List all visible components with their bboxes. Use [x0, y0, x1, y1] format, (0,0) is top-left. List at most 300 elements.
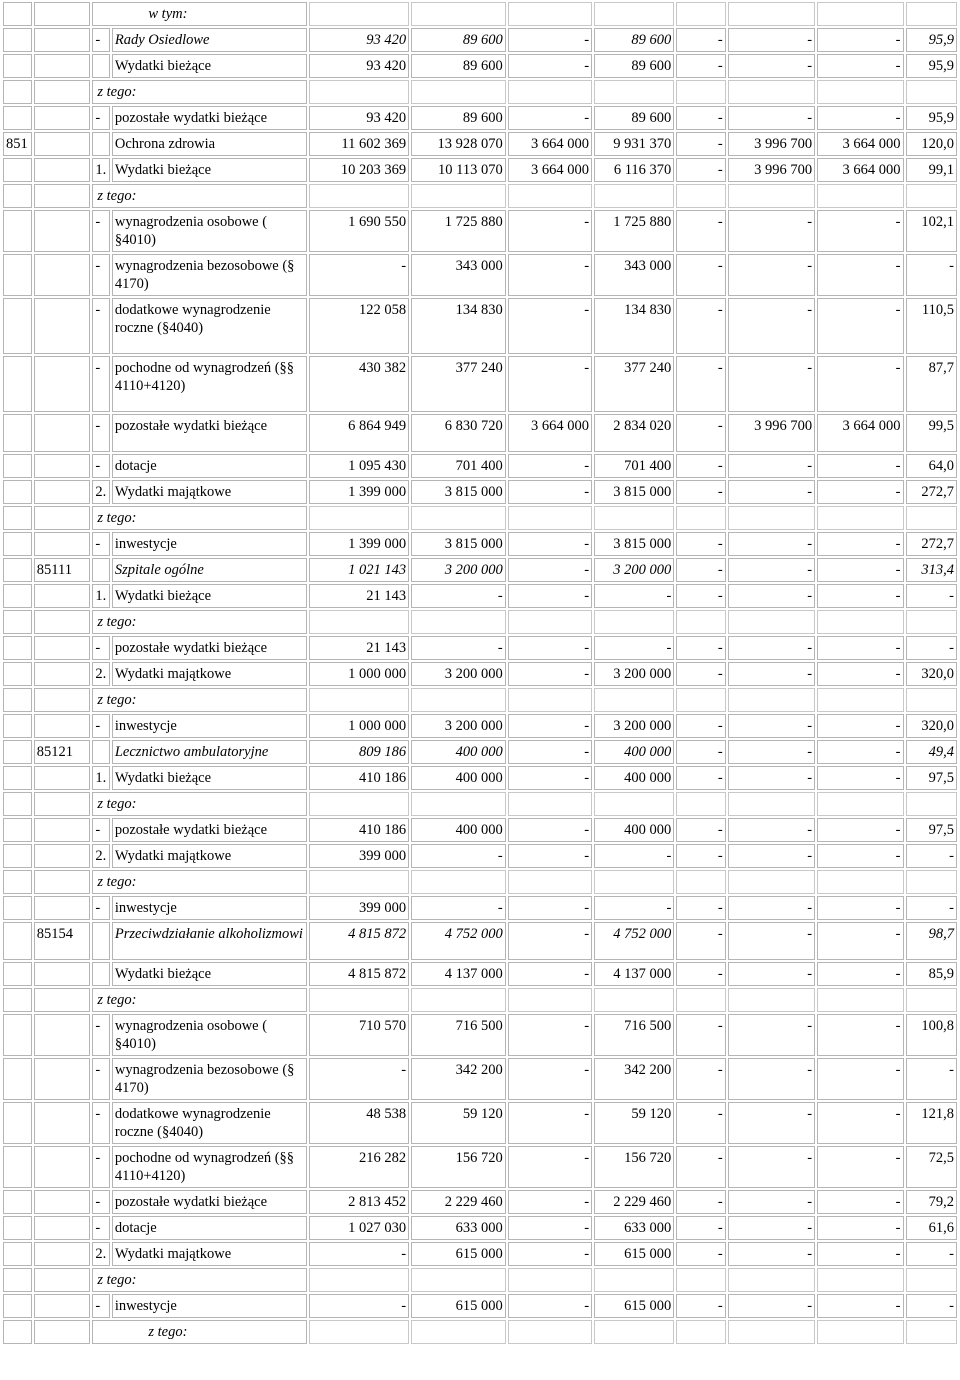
value-cell: - — [817, 28, 903, 52]
subsection-code-cell — [34, 1014, 91, 1056]
marker-cell: - — [92, 414, 109, 452]
value-cell: - — [817, 714, 903, 738]
subsection-code-cell — [34, 2, 91, 26]
value-cell — [411, 688, 506, 712]
subsection-code-cell — [34, 1102, 91, 1144]
item-label-cell: pochodne od wynagrodzeń (§§ 4110+4120) — [112, 1146, 307, 1188]
subsection-code-cell — [34, 962, 91, 986]
value-cell — [676, 870, 725, 894]
subsection-code-cell — [34, 1216, 91, 1240]
value-cell: 400 000 — [411, 740, 506, 764]
marker-cell: - — [92, 106, 109, 130]
budget-table — [1, 0, 959, 1346]
value-cell: 98,7 — [906, 922, 958, 960]
value-cell: 1 690 550 — [309, 210, 409, 252]
section-code-cell — [3, 80, 32, 104]
value-cell — [411, 792, 506, 816]
marker-cell: - — [92, 254, 109, 296]
value-cell: 3 200 000 — [411, 558, 506, 582]
value-cell — [309, 184, 409, 208]
value-cell — [906, 1268, 958, 1292]
value-cell: 272,7 — [906, 532, 958, 556]
subsection-code-cell — [34, 1320, 91, 1344]
value-cell: 3 664 000 — [508, 132, 592, 156]
value-cell — [309, 610, 409, 634]
value-cell: - — [676, 1242, 725, 1266]
section-code-cell — [3, 28, 32, 52]
value-cell — [728, 80, 815, 104]
value-cell: - — [676, 766, 725, 790]
value-cell — [817, 870, 903, 894]
item-label-cell: inwestycje — [112, 1294, 307, 1318]
item-label-cell: dotacje — [112, 454, 307, 478]
table-row — [3, 1190, 957, 1214]
subsection-code-cell — [34, 1294, 91, 1318]
item-label-cell: Wydatki bieżące — [112, 962, 307, 986]
group-label-cell: z tego: — [92, 1268, 307, 1292]
value-cell: 4 137 000 — [411, 962, 506, 986]
value-cell: - — [676, 962, 725, 986]
value-cell — [309, 988, 409, 1012]
value-cell: - — [817, 636, 903, 660]
marker-cell — [92, 962, 109, 986]
value-cell: 430 382 — [309, 356, 409, 412]
value-cell: - — [676, 532, 725, 556]
section-code-cell — [3, 610, 32, 634]
value-cell: 615 000 — [594, 1242, 674, 1266]
value-cell: - — [411, 844, 506, 868]
table-row — [3, 922, 957, 960]
value-cell: 93 420 — [309, 28, 409, 52]
subsection-code-cell — [34, 662, 91, 686]
marker-cell: - — [92, 1102, 109, 1144]
value-cell: - — [508, 818, 592, 842]
value-cell: - — [508, 766, 592, 790]
item-label-cell: pozostałe wydatki bieżące — [112, 636, 307, 660]
value-cell: - — [508, 922, 592, 960]
value-cell: 272,7 — [906, 480, 958, 504]
value-cell: - — [676, 896, 725, 920]
value-cell: 2 813 452 — [309, 1190, 409, 1214]
value-cell: - — [728, 584, 815, 608]
value-cell: - — [817, 1014, 903, 1056]
value-cell: - — [728, 454, 815, 478]
section-code-cell — [3, 818, 32, 842]
value-cell: - — [728, 740, 815, 764]
table-row — [3, 844, 957, 868]
value-cell: - — [817, 584, 903, 608]
subsection-code-cell — [34, 584, 91, 608]
item-label-cell: wynagrodzenia bezosobowe (§ 4170) — [112, 1058, 307, 1100]
marker-cell — [92, 132, 109, 156]
section-code-cell — [3, 636, 32, 660]
value-cell: 85,9 — [906, 962, 958, 986]
value-cell — [676, 792, 725, 816]
value-cell: - — [906, 254, 958, 296]
section-code-cell — [3, 1320, 32, 1344]
value-cell: 3 996 700 — [728, 158, 815, 182]
section-code-cell — [3, 844, 32, 868]
value-cell: - — [508, 714, 592, 738]
value-cell: 13 928 070 — [411, 132, 506, 156]
value-cell: - — [676, 210, 725, 252]
item-label-cell: Przeciwdziałanie alkoholizmowi — [112, 922, 307, 960]
value-cell: - — [906, 1058, 958, 1100]
value-cell — [411, 1268, 506, 1292]
section-code-cell — [3, 792, 32, 816]
value-cell: - — [676, 922, 725, 960]
subsection-code-cell — [34, 106, 91, 130]
value-cell: - — [508, 1146, 592, 1188]
value-cell: - — [676, 298, 725, 354]
value-cell: 1 095 430 — [309, 454, 409, 478]
table-row — [3, 1294, 957, 1318]
value-cell — [508, 1268, 592, 1292]
value-cell: - — [508, 532, 592, 556]
value-cell: 410 186 — [309, 818, 409, 842]
value-cell: 21 143 — [309, 636, 409, 660]
item-label-cell: Wydatki majątkowe — [112, 1242, 307, 1266]
value-cell — [728, 688, 815, 712]
value-cell — [508, 184, 592, 208]
value-cell — [728, 988, 815, 1012]
table-row — [3, 1102, 957, 1144]
value-cell: - — [508, 54, 592, 78]
value-cell: - — [508, 662, 592, 686]
value-cell — [676, 80, 725, 104]
value-cell — [676, 688, 725, 712]
value-cell: 2 834 020 — [594, 414, 674, 452]
value-cell: - — [676, 132, 725, 156]
subsection-code-cell — [34, 54, 91, 78]
value-cell: - — [728, 1190, 815, 1214]
section-code-cell — [3, 480, 32, 504]
table-row — [3, 54, 957, 78]
value-cell: - — [676, 558, 725, 582]
item-label-cell: wynagrodzenia osobowe ( §4010) — [112, 1014, 307, 1056]
group-label-cell: w tym: — [92, 2, 307, 26]
value-cell: - — [508, 1216, 592, 1240]
section-code-cell — [3, 1268, 32, 1292]
item-label-cell: wynagrodzenia bezosobowe (§ 4170) — [112, 254, 307, 296]
marker-cell: - — [92, 714, 109, 738]
subsection-code-cell — [34, 1242, 91, 1266]
value-cell: - — [817, 1216, 903, 1240]
subsection-code-cell: 85121 — [34, 740, 91, 764]
value-cell: - — [817, 1190, 903, 1214]
value-cell: 3 815 000 — [411, 532, 506, 556]
table-row — [3, 818, 957, 842]
value-cell — [594, 792, 674, 816]
value-cell: - — [309, 1058, 409, 1100]
group-label-cell: z tego: — [92, 80, 307, 104]
value-cell: - — [508, 636, 592, 660]
value-cell: - — [728, 1058, 815, 1100]
value-cell: 3 664 000 — [817, 414, 903, 452]
value-cell: 10 113 070 — [411, 158, 506, 182]
table-row — [3, 962, 957, 986]
value-cell: - — [508, 28, 592, 52]
item-label-cell: Wydatki bieżące — [112, 54, 307, 78]
table-row — [3, 558, 957, 582]
value-cell: 4 752 000 — [411, 922, 506, 960]
value-cell: 710 570 — [309, 1014, 409, 1056]
value-cell: - — [906, 584, 958, 608]
value-cell — [309, 792, 409, 816]
value-cell: - — [676, 818, 725, 842]
table-row — [3, 1268, 957, 1292]
section-code-cell — [3, 414, 32, 452]
value-cell — [508, 2, 592, 26]
item-label-cell: inwestycje — [112, 896, 307, 920]
value-cell — [508, 870, 592, 894]
value-cell: - — [676, 636, 725, 660]
value-cell: 89 600 — [594, 54, 674, 78]
value-cell — [594, 184, 674, 208]
subsection-code-cell — [34, 818, 91, 842]
value-cell: - — [728, 1242, 815, 1266]
value-cell — [309, 2, 409, 26]
table-row — [3, 184, 957, 208]
value-cell: 400 000 — [411, 766, 506, 790]
marker-cell — [92, 558, 109, 582]
marker-cell: - — [92, 298, 109, 354]
value-cell: - — [817, 558, 903, 582]
value-cell: 64,0 — [906, 454, 958, 478]
value-cell: - — [676, 740, 725, 764]
value-cell — [728, 506, 815, 530]
value-cell: - — [508, 1014, 592, 1056]
table-row — [3, 28, 957, 52]
value-cell: - — [728, 558, 815, 582]
item-label-cell: Wydatki majątkowe — [112, 662, 307, 686]
value-cell — [594, 688, 674, 712]
value-cell: - — [817, 1146, 903, 1188]
value-cell — [508, 1320, 592, 1344]
value-cell: 122 058 — [309, 298, 409, 354]
value-cell: 3 200 000 — [411, 662, 506, 686]
subsection-code-cell — [34, 636, 91, 660]
value-cell: 97,5 — [906, 818, 958, 842]
value-cell — [676, 1320, 725, 1344]
marker-cell: - — [92, 28, 109, 52]
group-label-cell: z tego: — [92, 1320, 307, 1344]
value-cell: - — [508, 740, 592, 764]
value-cell — [817, 610, 903, 634]
section-code-cell — [3, 714, 32, 738]
value-cell — [411, 184, 506, 208]
section-code-cell — [3, 356, 32, 412]
section-code-cell — [3, 922, 32, 960]
item-label-cell: inwestycje — [112, 714, 307, 738]
value-cell: - — [728, 766, 815, 790]
marker-cell: - — [92, 532, 109, 556]
value-cell: 1 399 000 — [309, 532, 409, 556]
value-cell: - — [676, 1014, 725, 1056]
section-code-cell — [3, 1294, 32, 1318]
item-label-cell: Ochrona zdrowia — [112, 132, 307, 156]
section-code-cell — [3, 662, 32, 686]
value-cell: 110,5 — [906, 298, 958, 354]
value-cell: - — [594, 844, 674, 868]
value-cell: - — [817, 1058, 903, 1100]
marker-cell: - — [92, 1294, 109, 1318]
value-cell — [906, 610, 958, 634]
value-cell: 89 600 — [594, 28, 674, 52]
value-cell: - — [508, 454, 592, 478]
value-cell: - — [817, 480, 903, 504]
value-cell: - — [817, 1102, 903, 1144]
table-row — [3, 414, 957, 452]
value-cell: 633 000 — [411, 1216, 506, 1240]
item-label-cell: dodatkowe wynagrodzenie roczne (§4040) — [112, 1102, 307, 1144]
value-cell: - — [676, 356, 725, 412]
value-cell — [728, 870, 815, 894]
value-cell: - — [676, 158, 725, 182]
value-cell: - — [817, 254, 903, 296]
value-cell — [676, 1268, 725, 1292]
marker-cell: - — [92, 454, 109, 478]
value-cell — [728, 610, 815, 634]
value-cell: 342 200 — [594, 1058, 674, 1100]
marker-cell: - — [92, 1216, 109, 1240]
value-cell: - — [906, 1294, 958, 1318]
value-cell: 97,5 — [906, 766, 958, 790]
value-cell: - — [817, 766, 903, 790]
value-cell: - — [728, 254, 815, 296]
value-cell: - — [508, 106, 592, 130]
value-cell — [594, 506, 674, 530]
value-cell — [594, 80, 674, 104]
item-label-cell: Wydatki majątkowe — [112, 480, 307, 504]
value-cell: 3 815 000 — [594, 480, 674, 504]
value-cell: - — [817, 298, 903, 354]
table-row — [3, 740, 957, 764]
value-cell: - — [676, 54, 725, 78]
value-cell: 615 000 — [411, 1242, 506, 1266]
marker-cell: - — [92, 636, 109, 660]
value-cell: 121,8 — [906, 1102, 958, 1144]
value-cell — [676, 506, 725, 530]
value-cell: 6 830 720 — [411, 414, 506, 452]
section-code-cell — [3, 506, 32, 530]
value-cell — [728, 2, 815, 26]
value-cell: - — [728, 844, 815, 868]
value-cell: 1 027 030 — [309, 1216, 409, 1240]
value-cell: 4 815 872 — [309, 922, 409, 960]
marker-cell — [92, 922, 109, 960]
value-cell: - — [728, 922, 815, 960]
value-cell: 120,0 — [906, 132, 958, 156]
value-cell: - — [817, 662, 903, 686]
section-code-cell — [3, 106, 32, 130]
value-cell: 3 815 000 — [411, 480, 506, 504]
value-cell: - — [728, 356, 815, 412]
section-code-cell — [3, 584, 32, 608]
value-cell: 615 000 — [411, 1294, 506, 1318]
value-cell: - — [728, 1014, 815, 1056]
table-row — [3, 688, 957, 712]
value-cell: 102,1 — [906, 210, 958, 252]
value-cell: - — [728, 636, 815, 660]
section-code-cell — [3, 896, 32, 920]
section-code-cell — [3, 532, 32, 556]
value-cell — [508, 792, 592, 816]
value-cell: 6 864 949 — [309, 414, 409, 452]
value-cell: 11 602 369 — [309, 132, 409, 156]
value-cell: 156 720 — [594, 1146, 674, 1188]
value-cell: - — [508, 254, 592, 296]
value-cell: - — [676, 844, 725, 868]
value-cell — [906, 792, 958, 816]
value-cell: 59 120 — [411, 1102, 506, 1144]
subsection-code-cell — [34, 80, 91, 104]
subsection-code-cell — [34, 158, 91, 182]
subsection-code-cell — [34, 1058, 91, 1100]
value-cell: - — [728, 818, 815, 842]
value-cell — [817, 688, 903, 712]
value-cell: - — [817, 844, 903, 868]
value-cell: 1 725 880 — [411, 210, 506, 252]
item-label-cell: pochodne od wynagrodzeń (§§ 4110+4120) — [112, 356, 307, 412]
value-cell: - — [728, 54, 815, 78]
value-cell: - — [411, 636, 506, 660]
marker-cell: 2. — [92, 844, 109, 868]
item-label-cell: dodatkowe wynagrodzenie roczne (§4040) — [112, 298, 307, 354]
section-code-cell — [3, 988, 32, 1012]
value-cell — [411, 610, 506, 634]
table-row — [3, 610, 957, 634]
value-cell — [508, 80, 592, 104]
subsection-code-cell — [34, 988, 91, 1012]
table-row — [3, 106, 957, 130]
item-label-cell: Wydatki bieżące — [112, 584, 307, 608]
value-cell: 79,2 — [906, 1190, 958, 1214]
value-cell: - — [676, 1216, 725, 1240]
value-cell — [728, 792, 815, 816]
value-cell: 1 021 143 — [309, 558, 409, 582]
value-cell: 1 000 000 — [309, 714, 409, 738]
value-cell: - — [817, 896, 903, 920]
value-cell — [906, 1320, 958, 1344]
value-cell: - — [817, 532, 903, 556]
value-cell: - — [309, 254, 409, 296]
table-row — [3, 298, 957, 354]
value-cell: 3 996 700 — [728, 132, 815, 156]
value-cell: - — [676, 714, 725, 738]
value-cell: - — [906, 636, 958, 660]
value-cell — [594, 988, 674, 1012]
marker-cell: 1. — [92, 158, 109, 182]
value-cell: - — [817, 818, 903, 842]
value-cell: 89 600 — [411, 54, 506, 78]
marker-cell: - — [92, 818, 109, 842]
value-cell: - — [508, 1242, 592, 1266]
value-cell — [508, 610, 592, 634]
marker-cell: 2. — [92, 662, 109, 686]
value-cell — [906, 688, 958, 712]
section-code-cell — [3, 962, 32, 986]
value-cell: 93 420 — [309, 54, 409, 78]
subsection-code-cell — [34, 356, 91, 412]
marker-cell: - — [92, 1146, 109, 1188]
value-cell: - — [676, 254, 725, 296]
table-row — [3, 532, 957, 556]
value-cell: 134 830 — [594, 298, 674, 354]
value-cell: - — [817, 356, 903, 412]
section-code-cell — [3, 1102, 32, 1144]
value-cell — [309, 1268, 409, 1292]
